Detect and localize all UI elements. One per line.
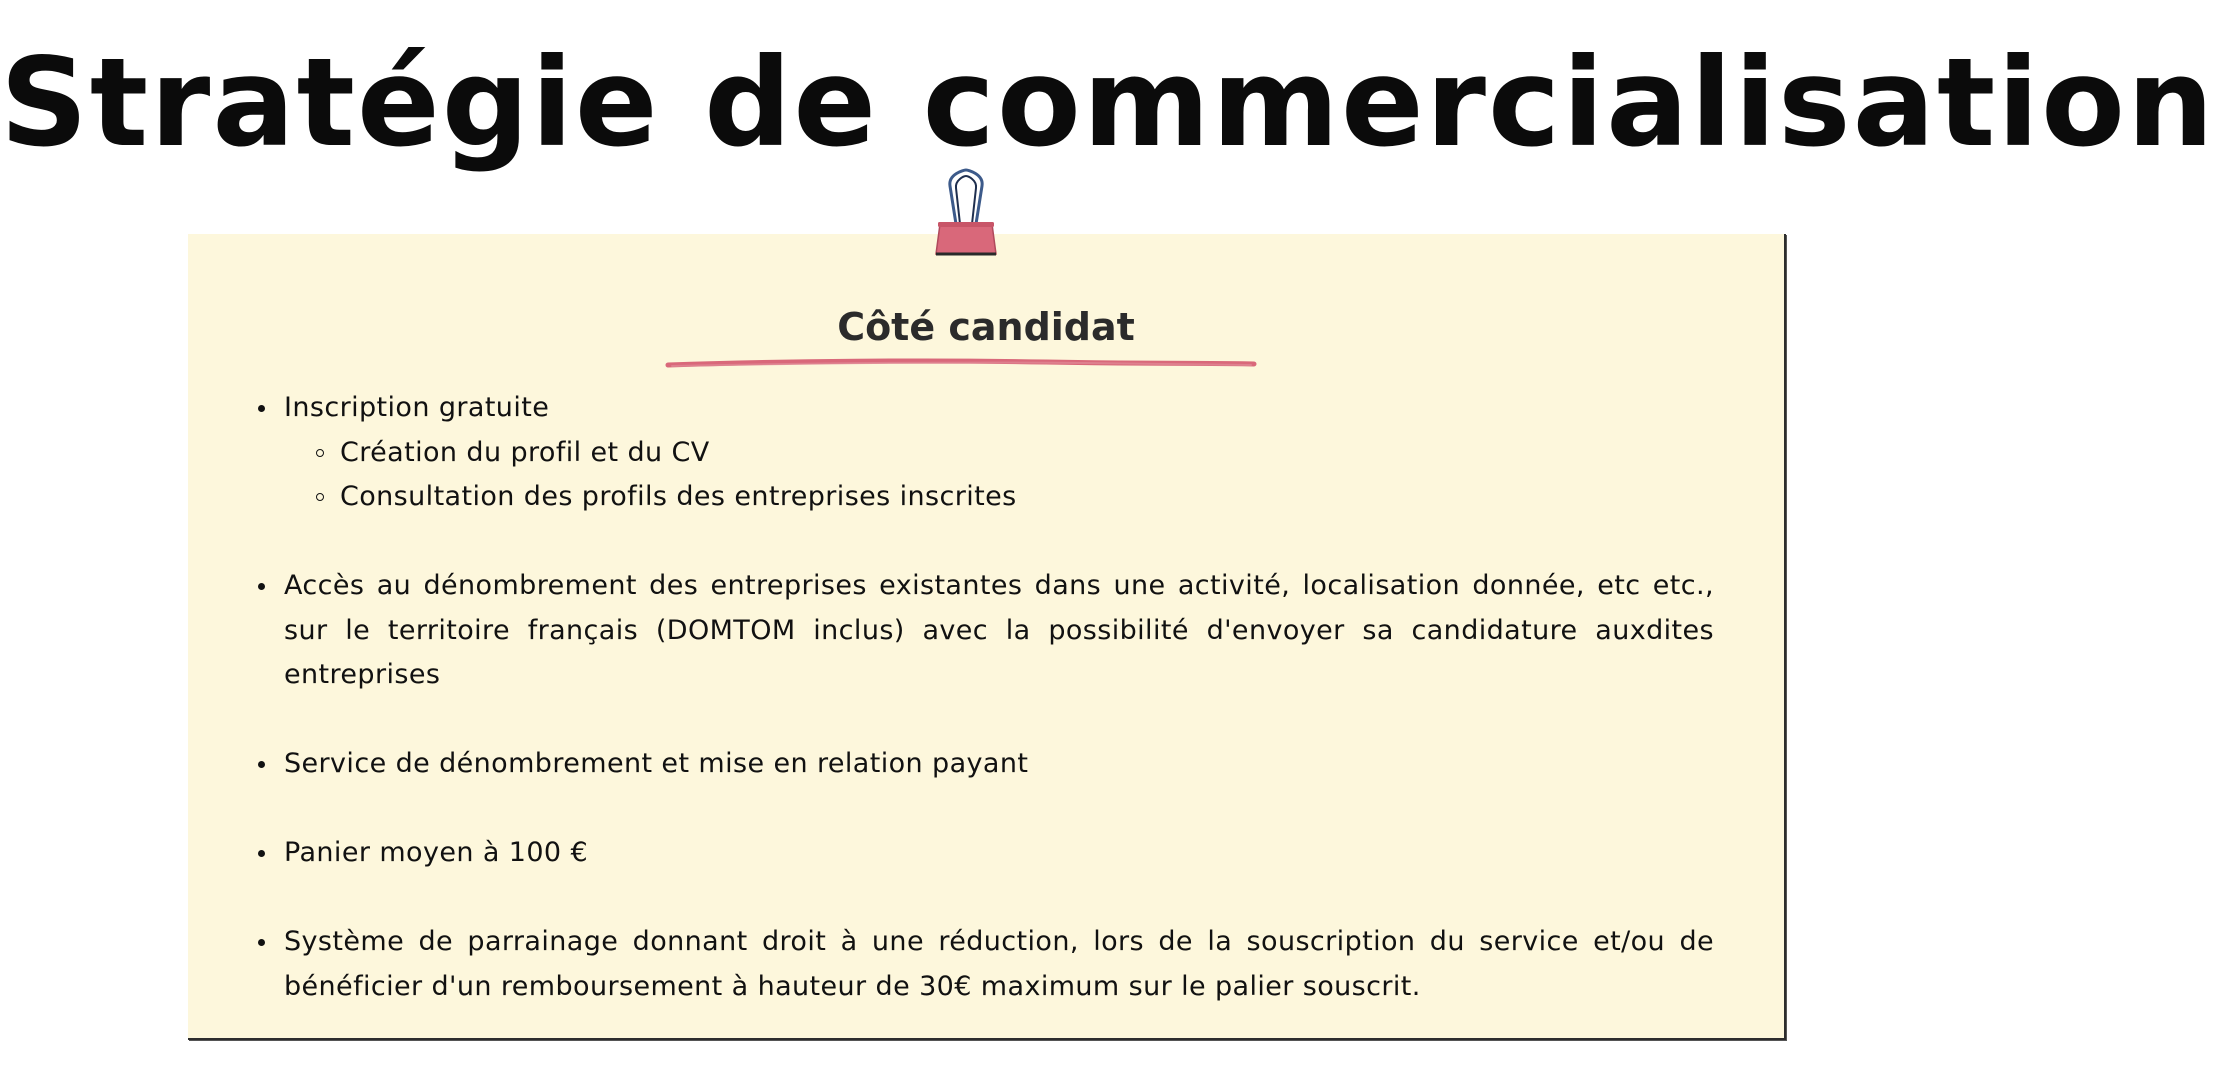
sub-list-item: Création du profil et du CV — [340, 431, 1714, 476]
list-item — [258, 742, 1714, 787]
bullet-list — [258, 386, 1714, 1054]
list-item-text: Service de dénombrement et mise en relation payant — [284, 748, 1029, 779]
note-card — [188, 234, 1786, 1040]
list-item — [258, 564, 1714, 698]
list-item-text: Accès au dénombrement des entreprises existantes dans une activité, localisation donnée, etc etc., sur le territoire français (DOMTOM inclus) avec la possibilité d'envoyer sa candidature auxdites entreprises — [284, 570, 1714, 690]
card-heading: Côté candidat — [837, 305, 1135, 349]
page-title: Stratégie de commercialisation — [0, 32, 2216, 174]
list-item — [258, 920, 1714, 1009]
heading-underline — [666, 356, 1256, 372]
list-item-text: Panier moyen à 100 € — [284, 837, 589, 868]
list-item — [258, 386, 1714, 520]
list-item-text: Système de parrainage donnant droit à une réduction, lors de la souscription du service et/ou de bénéficier d'un remboursement à hauteur de 30€ maximum sur le palier souscrit. — [284, 926, 1714, 1002]
sub-list — [284, 431, 1714, 520]
list-item — [258, 831, 1714, 876]
binder-clip-icon — [934, 166, 998, 258]
sub-list-item: Consultation des profils des entreprises inscrites — [340, 475, 1714, 520]
list-item-text: Inscription gratuite — [284, 392, 550, 423]
